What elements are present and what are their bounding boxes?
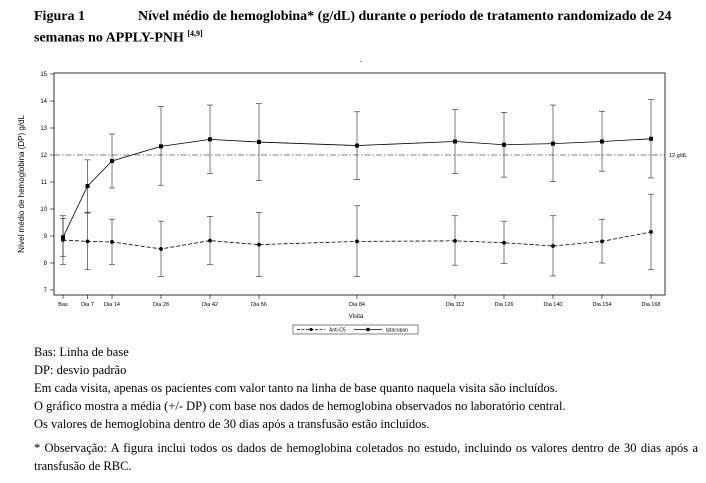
data-point (649, 137, 653, 141)
figure-caption (34, 8, 702, 47)
data-point (355, 240, 359, 244)
data-point (453, 239, 457, 243)
data-point (355, 144, 359, 148)
note-line: Bas: Linha de base (34, 345, 129, 359)
data-point (502, 241, 506, 245)
hemoglobin-chart (0, 56, 706, 341)
data-point (110, 240, 114, 244)
data-point (600, 240, 604, 244)
y-tick-label: 15 (40, 72, 47, 78)
data-point (208, 137, 212, 141)
data-point (551, 142, 555, 146)
y-tick-label: 10 (40, 207, 47, 213)
legend-marker (309, 328, 312, 331)
figure-title: Nível médio de hemoglobina* (g/dL) durante o período de tratamento randomizado de 24 semanas no APPLY-PNH (34, 9, 672, 46)
x-tick-label: Dia 42 (202, 302, 218, 308)
data-point (257, 243, 261, 247)
x-tick-label: Dia 126 (494, 302, 514, 308)
y-axis (40, 72, 54, 294)
series-anti-c5 (60, 194, 654, 276)
reference-line-label: 12 g/dL (669, 153, 688, 159)
reference-line (54, 153, 687, 159)
x-tick-label: Dia 28 (153, 302, 169, 308)
x-tick-label: Dia 112 (445, 302, 465, 308)
y-tick-label: 9 (43, 234, 47, 240)
data-point (502, 143, 506, 147)
figure-footnote: * Observação: A figura inclui todos os dados de hemoglobina coletados no estudo, incluindo os valores dentro de 30 dias após a transfusão de RBC. (34, 441, 698, 473)
plot-frame (54, 73, 665, 295)
y-tick-label: 7 (43, 288, 47, 294)
y-tick-label: 8 (43, 261, 47, 267)
data-point (208, 239, 212, 243)
x-tick-label: Dia 56 (251, 302, 267, 308)
x-tick-label: Dia 154 (592, 302, 612, 308)
figure-label: Figura 1 (34, 9, 85, 24)
y-tick-label: 12 (40, 153, 47, 159)
note-line: DP: desvio padrão (34, 363, 127, 377)
x-tick-label: Dia 84 (349, 302, 365, 308)
figure-references: [4,9] (187, 29, 203, 38)
y-tick-label: 11 (40, 180, 47, 186)
x-tick-label: Dia 140 (543, 302, 563, 308)
x-tick-label: Bas (58, 302, 68, 308)
data-point (86, 240, 90, 244)
data-point (86, 184, 90, 188)
note-line: Os valores de hemoglobina dentro de 30 dias após a transfusão estão incluídos. (34, 417, 430, 431)
legend-label: Anti-C5 (329, 327, 346, 334)
y-tick-label: 14 (40, 99, 47, 105)
chart-top-dot: . (359, 56, 363, 64)
x-tick-label: Dia 14 (104, 302, 120, 308)
x-tick-label: Dia 168 (641, 302, 661, 308)
data-point (159, 247, 163, 251)
data-point (649, 230, 653, 234)
data-point (61, 235, 65, 239)
legend (297, 328, 408, 334)
data-point (551, 244, 555, 248)
note-line: Em cada visita, apenas os pacientes com valor tanto na linha de base quanto naquela visita são incluídos. (34, 381, 558, 395)
y-tick-label: 13 (40, 126, 47, 132)
y-axis-label: Nível médio de hemoglobina (DP) g/dL (17, 115, 26, 253)
x-tick-label: Dia 7 (81, 302, 94, 308)
legend-marker (366, 328, 369, 331)
figure-notes (34, 343, 704, 433)
series-layer (60, 100, 654, 277)
x-axis (58, 295, 660, 308)
data-point (159, 144, 163, 148)
data-point (600, 140, 604, 144)
data-point (257, 140, 261, 144)
data-point (453, 140, 457, 144)
note-line: O gráfico mostra a média (+/- DP) com base nos dados de hemoglobina observados no laboratório central. (34, 399, 566, 413)
x-axis-label: Visita (348, 314, 364, 320)
data-point (110, 159, 114, 163)
legend-label: Iptacopan (386, 327, 408, 334)
